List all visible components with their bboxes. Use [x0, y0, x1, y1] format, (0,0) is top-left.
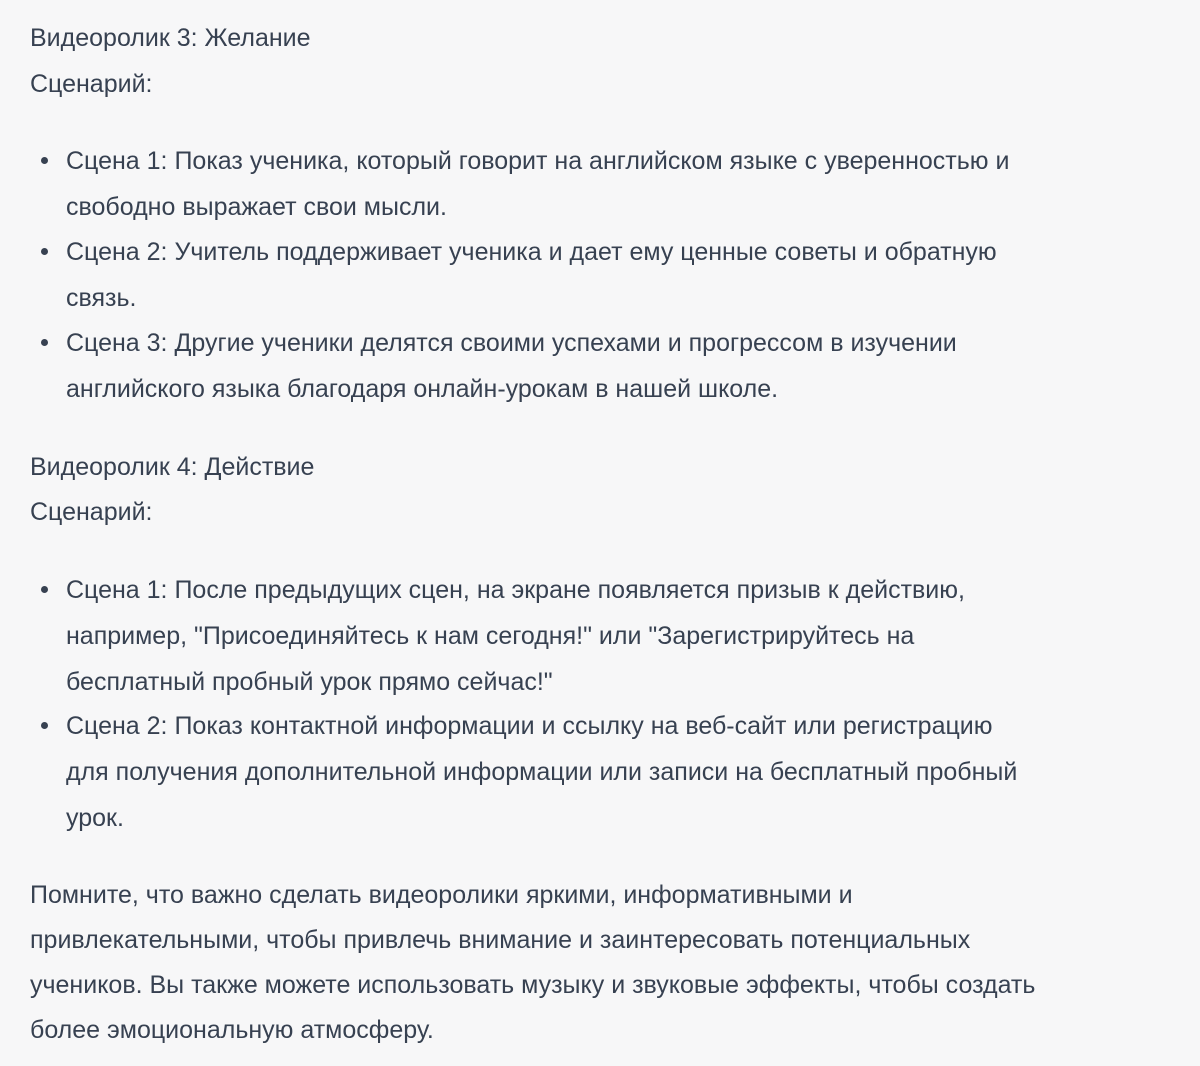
bullet-icon [41, 248, 48, 255]
list-item-line: Сцена 1: После предыдущих сцен, на экране появляется призыв к действию, [66, 576, 965, 604]
list-item-line: связь. [66, 284, 137, 312]
list-item-line: Сцена 1: Показ ученика, который говорит на английском языке с уверенностью и [66, 147, 1010, 175]
closing-paragraph [30, 873, 1035, 1053]
bullet-icon [41, 722, 48, 729]
list-item [66, 567, 1146, 705]
video4-script-label: Сценарий: [30, 498, 153, 526]
bullet-icon [41, 157, 48, 164]
list-item [66, 703, 1146, 841]
list-item-line: урок. [66, 804, 124, 832]
list-item-line: свободно выражает свои мысли. [66, 193, 447, 221]
paragraph-line: привлекательными, чтобы привлечь внимание и заинтересовать потенциальных [30, 926, 971, 954]
video3-script-label: Сценарий: [30, 70, 153, 98]
list-item-line: Сцена 3: Другие ученики делятся своими успехами и прогрессом в изучении [66, 329, 957, 357]
list-item-line: например, "Присоединяйтесь к нам сегодня!" или "Зарегистрируйтесь на [66, 622, 915, 650]
list-item-line: Сцена 2: Учитель поддерживает ученика и дает ему ценные советы и обратную [66, 238, 997, 266]
list-item-line: английского языка благодаря онлайн-урокам в нашей школе. [66, 375, 779, 403]
list-item [66, 138, 1146, 230]
list-item-line: Сцена 2: Показ контактной информации и ссылку на веб-сайт или регистрацию [66, 712, 993, 740]
paragraph-line: более эмоциональную атмосферу. [30, 1016, 434, 1044]
list-item-line: для получения дополнительной информации или записи на бесплатный пробный [66, 758, 1018, 786]
bullet-icon [41, 339, 48, 346]
list-item [66, 229, 1146, 321]
video3-title: Видеоролик 3: Желание [30, 24, 311, 52]
paragraph-line: учеников. Вы также можете использовать музыку и звуковые эффекты, чтобы создать [30, 971, 1036, 999]
list-item [66, 320, 1146, 412]
paragraph-line: Помните, что важно сделать видеоролики яркими, информативными и [30, 881, 853, 909]
bullet-icon [41, 586, 48, 593]
list-item-line: бесплатный пробный урок прямо сейчас!" [66, 668, 553, 696]
video4-title: Видеоролик 4: Действие [30, 453, 315, 481]
